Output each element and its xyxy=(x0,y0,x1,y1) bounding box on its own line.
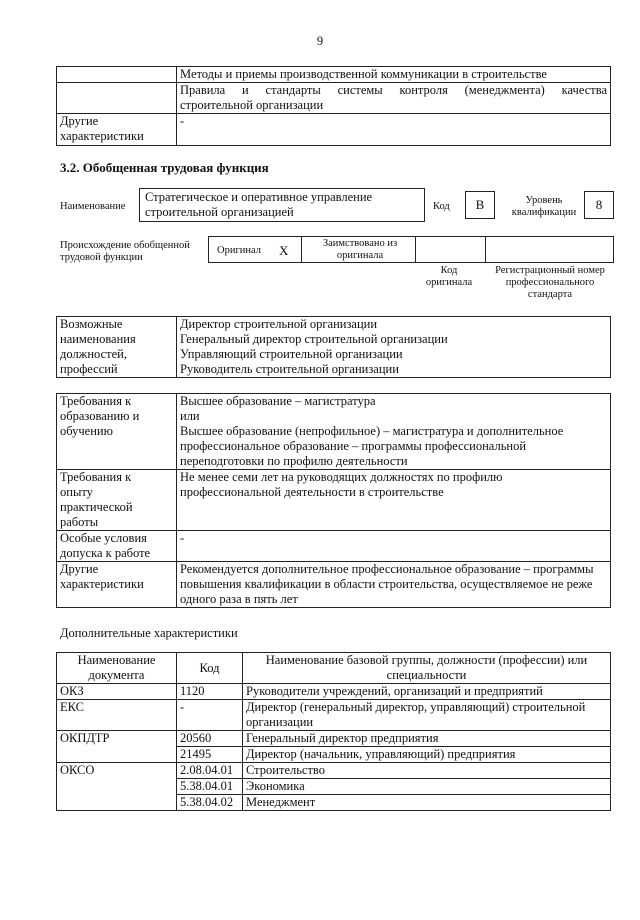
table-row: 5.38.04.01 Экономика xyxy=(57,779,611,795)
other-label: Другие характеристики xyxy=(57,114,177,146)
function-name: Стратегическое и оперативное управление строительной организацией xyxy=(139,188,425,222)
additional-title: Дополнительные характеристики xyxy=(60,626,238,640)
level-value: 8 xyxy=(584,191,614,219)
header-name: Наименование базовой группы, должности (профессии) или специальности xyxy=(243,653,611,684)
other-characteristics-label: Другие характеристики xyxy=(57,562,177,608)
origin-label: Происхождение обобщенной трудовой функции xyxy=(60,240,190,263)
section-title: 3.2. Обобщенная трудовая функция xyxy=(60,160,269,175)
original-mark: X xyxy=(279,243,289,258)
table-row: ОКПДТР 20560 Генеральный директор предприятия xyxy=(57,731,611,747)
skill-item: Методы и приемы производственной коммуникации в строительстве xyxy=(177,67,611,83)
table-row: 5.38.04.02 Менеджмент xyxy=(57,795,611,811)
list-item: Управляющий строительной организации xyxy=(180,347,403,361)
reg-number-caption: Регистрационный номер профессионального стандарта xyxy=(495,265,605,300)
admission-value: - xyxy=(177,531,611,562)
page-number: 9 xyxy=(316,34,324,48)
list-item: Директор строительной организации xyxy=(180,317,378,331)
requirements-table xyxy=(56,393,611,608)
education-label: Требования к образованию и обучению xyxy=(57,394,177,470)
origin-box xyxy=(208,236,614,263)
additional-table xyxy=(56,652,611,811)
table-row: ЕКС - Директор (генеральный директор, управляющий) строительной организации xyxy=(57,700,611,731)
level-label: Уровень квалификации xyxy=(511,195,577,218)
code-value: B xyxy=(465,191,495,219)
header-document: Наименование документа xyxy=(57,653,177,684)
positions-table xyxy=(56,316,611,378)
list-item: Генеральный директор строительной организации xyxy=(180,332,448,346)
other-characteristics-value: Рекомендуется дополнительное профессиональное образование – программы повышения квалификации в области строительства, осуществляемое не реже одного раза в пять лет xyxy=(177,562,611,608)
other-value: - xyxy=(177,114,611,146)
experience-label: Требования к опыту практической работы xyxy=(57,470,177,531)
education-value: Высшее образование – магистратура или Высшее образование (непрофильное) – магистратура и дополнительное профессиональное образование – программы профессиональной переподготовки по профилю деятельности xyxy=(177,394,611,470)
table-row: 21495 Директор (начальник, управляющий) предприятия xyxy=(57,747,611,763)
original-code-caption: Код оригинала xyxy=(425,265,473,288)
header-code: Код xyxy=(177,653,243,684)
original-label: Оригинал xyxy=(217,245,261,256)
table-row: ОКЗ 1120 Руководители учреждений, организаций и предприятий xyxy=(57,684,611,700)
skill-item: Правила и стандарты системы контроля (менеджмента) качества строительной организации xyxy=(177,83,611,114)
admission-label: Особые условия допуска к работе xyxy=(57,531,177,562)
top-table xyxy=(56,66,611,146)
borrowed-label: Заимствовано из оригинала xyxy=(322,238,398,261)
code-label: Код xyxy=(433,201,450,212)
positions-list xyxy=(177,317,611,378)
experience-value: Не менее семи лет на руководящих должностях по профилю профессиональной деятельности в строительстве xyxy=(177,470,611,531)
name-label: Наименование xyxy=(60,201,126,212)
positions-label: Возможные наименования должностей, профессий xyxy=(57,317,177,378)
table-row: ОКСО 2.08.04.01 Строительство xyxy=(57,763,611,779)
list-item: Руководитель строительной организации xyxy=(180,362,399,376)
